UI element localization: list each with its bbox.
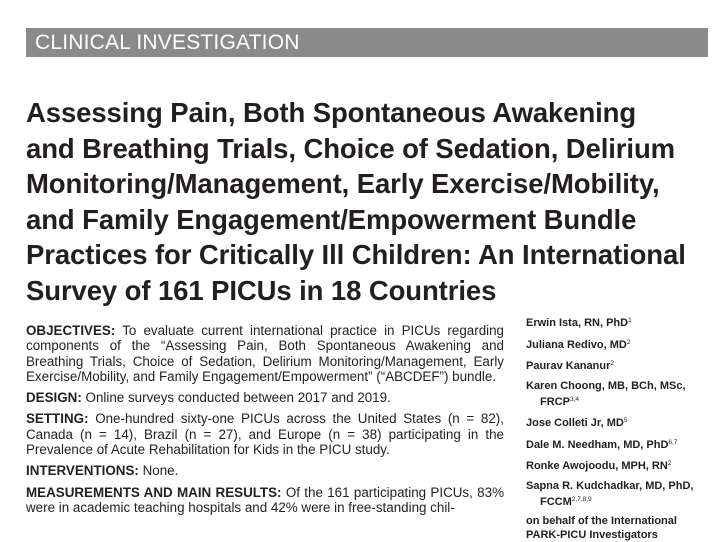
author-affiliation: 2 (626, 338, 631, 346)
abstract-results (26, 485, 504, 516)
author-affiliation: 5 (623, 417, 628, 424)
author-entry (526, 379, 716, 409)
author-name: Karen Choong, MB, BCh, MSc, (526, 379, 686, 392)
author-affiliation: 2 (667, 460, 672, 467)
interventions-text: None. (142, 463, 179, 479)
title-line: Practices for Critically Ill Children: An International (26, 239, 686, 271)
section-banner: CLINICAL INVESTIGATION (26, 28, 708, 57)
title-line: Monitoring/Management, Early Exercise/Mobility, (26, 168, 660, 200)
author-entry (526, 436, 716, 452)
setting-label: SETTING: (26, 411, 89, 427)
author-entry (526, 357, 716, 373)
author-name: Paurav Kananur (526, 360, 611, 372)
article-title (26, 95, 716, 309)
author-name: Ronke Awojoodu, MPH, RN (526, 460, 668, 472)
author-entry (526, 457, 716, 473)
objectives-label: OBJECTIVES: (26, 323, 116, 338)
title-line: Assessing Pain, Both Spontaneous Awakening (26, 97, 637, 128)
author-name: Sapna R. Kudchadkar, MD, PhD, (526, 479, 694, 492)
design-label: DESIGN: (26, 390, 82, 406)
author-credential: FCCM (540, 495, 572, 508)
abstract-interventions (26, 463, 504, 478)
author-affiliation: 1 (628, 317, 632, 324)
author-name: Dale M. Needham, MD, PhD (526, 438, 669, 451)
on-behalf-line: on behalf of the International (526, 515, 677, 527)
author-entry (526, 414, 716, 430)
abstract-design (26, 390, 504, 405)
title-line: and Breathing Trials, Choice of Sedation, Delirium (26, 132, 675, 164)
title-line: Survey of 161 PICUs in 18 Countries (26, 274, 497, 306)
abstract (26, 323, 504, 521)
author-entry (526, 336, 716, 352)
author-name: Jose Colleti Jr, MD (526, 417, 624, 429)
author-list (526, 314, 716, 542)
author-credential: FRCP (540, 395, 570, 408)
design-text: Online surveys conducted between 2017 and 2019. (85, 390, 391, 406)
title-line: and Family Engagement/Empowerment Bundle (26, 203, 637, 235)
author-entry (526, 314, 716, 330)
abstract-objectives (26, 323, 504, 384)
author-name: Juliana Redivo, MD (526, 338, 627, 351)
on-behalf-note (526, 514, 716, 542)
author-entry (526, 479, 716, 509)
author-affiliation: 6,7 (668, 438, 678, 446)
abstract-setting (26, 411, 504, 457)
results-text: Of the 161 participating PICUs, 83% were in academic teaching hospitals and 42% were in free-standing chil- (26, 484, 504, 515)
on-behalf-line: PARK-PICU Investigators (526, 529, 658, 541)
results-label: MEASUREMENTS AND MAIN RESULTS: (26, 484, 282, 500)
author-name: Erwin Ista, RN, PhD (526, 317, 629, 329)
author-affiliation: 2,7,8,9 (571, 495, 592, 503)
objectives-text: To evaluate current international practice in PICUs regarding components of the “Assessing Pain, Both Spontaneous Awakening and Breathing Trials, Choice of Sedation, Delirium Monitoring/Management, Early Exercise/Mobility, and Family Engagement/Empowerment” (“ABCDEF”) bundle. (26, 323, 505, 384)
author-affiliation: 2 (610, 360, 614, 367)
interventions-label: INTERVENTIONS: (26, 463, 139, 479)
author-name-cont (526, 493, 716, 509)
setting-text: One-hundred sixty-one PICUs across the United States (n = 82), Canada (n = 14), Brazil (n = 27), and Europe (n = 38) participating in the Prevalence of Acute Rehabilitation for Kids in the PICU study. (26, 411, 504, 458)
author-name-cont (526, 393, 716, 409)
author-affiliation: 3,4 (569, 395, 579, 403)
